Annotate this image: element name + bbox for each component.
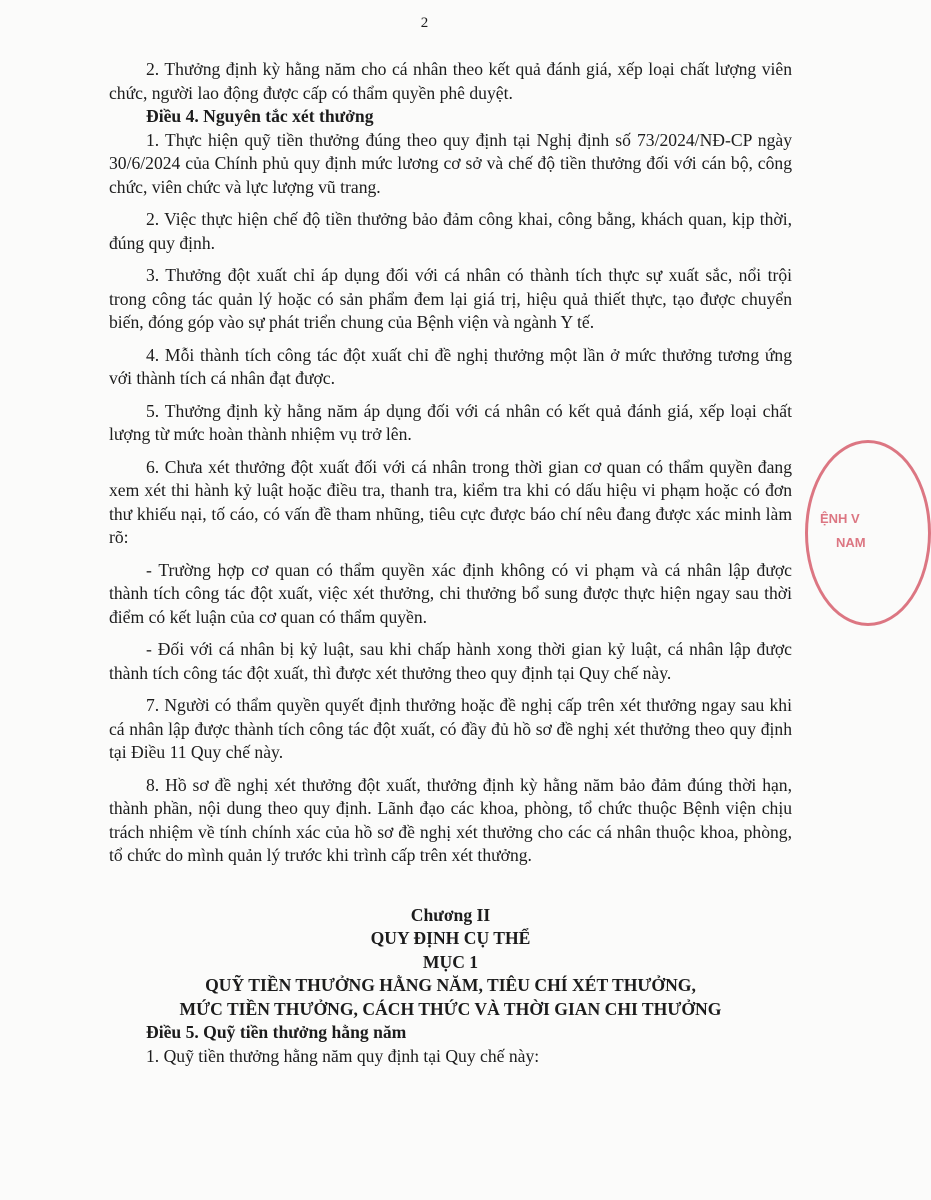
article-4-item-2: 2. Việc thực hiện chế độ tiền thưởng bảo đảm công khai, công bằng, khách quan, kịp thời, đúng quy định. (109, 209, 792, 253)
seal-text: NAM (836, 535, 866, 550)
chapter-label: Chương II (410, 904, 491, 925)
article-5-heading: Điều 5. Quỹ tiền thưởng hằng năm (146, 1022, 407, 1042)
seal-text: ỆNH V (820, 511, 860, 526)
article-4-item-5: 5. Thưởng định kỳ hằng năm áp dụng đối với cá nhân có kết quả đánh giá, xếp loại chất lượng từ mức hoàn thành nhiệm vụ trở lên. (109, 400, 792, 444)
section-title-line-1: QUỸ TIỀN THƯỞNG HẰNG NĂM, TIÊU CHÍ XÉT THƯỞNG, (205, 975, 696, 995)
chapter-title: QUY ĐỊNH CỤ THỂ (370, 928, 531, 948)
document-body (109, 58, 792, 1068)
article-4-item-7: 7. Người có thẩm quyền quyết định thưởng hoặc đề nghị cấp trên xét thưởng ngay sau khi cá nhân lập được thành tích công tác đột xuất, có đầy đủ hồ sơ đề nghị xét thưởng theo quy định tại Điều 11 Quy chế này. (109, 695, 792, 762)
article-4-item-8: 8. Hồ sơ đề nghị xét thưởng đột xuất, thưởng định kỳ hằng năm bảo đảm đúng thời hạn, thành phần, nội dung theo quy định. Lãnh đạo các khoa, phòng, tổ chức thuộc Bệnh viện chịu trách nhiệm về tính chính xác của hồ sơ đề nghị xét thưởng cho các cá nhân thuộc khoa, phòng, tổ chức do mình quản lý trước khi trình cấp trên xét thưởng. (109, 774, 792, 865)
page-number: 2 (420, 15, 429, 31)
article-4-heading: Điều 4. Nguyên tắc xét thưởng (146, 106, 374, 126)
article-4-item-6: 6. Chưa xét thưởng đột xuất đối với cá nhân trong thời gian cơ quan có thẩm quyền đang xem xét thi hành kỷ luật hoặc điều tra, thanh tra, kiểm tra khi có dấu hiệu vi phạm hoặc có đơn thư khiếu nại, tố cáo, có vấn đề tham nhũng, tiêu cực được báo chí nêu đang được xác minh làm rõ: (109, 456, 792, 547)
article-4-item-4: 4. Mỗi thành tích công tác đột xuất chỉ đề nghị thưởng một lần ở mức thưởng tương ứng với thành tích cá nhân đạt được. (109, 344, 792, 388)
section-label: MỤC 1 (422, 951, 479, 972)
article-4-item-6-bullet-1: - Trường hợp cơ quan có thẩm quyền xác định không có vi phạm và cá nhân lập được thành tích công tác đột xuất, việc xét thưởng, chi thưởng bổ sung được thực hiện ngay sau thời điểm có kết luận của cơ quan có thẩm quyền. (109, 559, 792, 627)
article-4-item-6-bullet-2: - Đối với cá nhân bị kỷ luật, sau khi chấp hành xong thời gian kỷ luật, cá nhân lập được thành tích công tác đột xuất, thì được xét thưởng theo quy định tại Quy chế này. (109, 639, 792, 683)
article-5-item-1: 1. Quỹ tiền thưởng hằng năm quy định tại Quy chế này: (146, 1045, 540, 1066)
red-seal-stamp (805, 440, 931, 626)
article-4-item-3: 3. Thưởng đột xuất chỉ áp dụng đối với cá nhân có thành tích thực sự xuất sắc, nổi trội trong công tác quản lý hoặc có sản phẩm đem lại giá trị, hiệu quả thiết thực, tạo được chuyển biến, đóng góp vào sự phát triển chung của Bệnh viện và ngành Y tế. (109, 265, 792, 332)
paragraph: 2. Thưởng định kỳ hằng năm cho cá nhân theo kết quả đánh giá, xếp loại chất lượng viên chức, người lao động được cấp có thẩm quyền phê duyệt. (109, 59, 792, 103)
section-title-line-2: MỨC TIỀN THƯỞNG, CÁCH THỨC VÀ THỜI GIAN CHI THƯỞNG (179, 998, 722, 1019)
article-4-item-1: 1. Thực hiện quỹ tiền thưởng đúng theo quy định tại Nghị định số 73/2024/NĐ-CP ngày 30/6/2024 của Chính phủ quy định mức lương cơ sở và chế độ tiền thưởng đối với cán bộ, công chức, viên chức và lực lượng vũ trang. (109, 129, 792, 197)
